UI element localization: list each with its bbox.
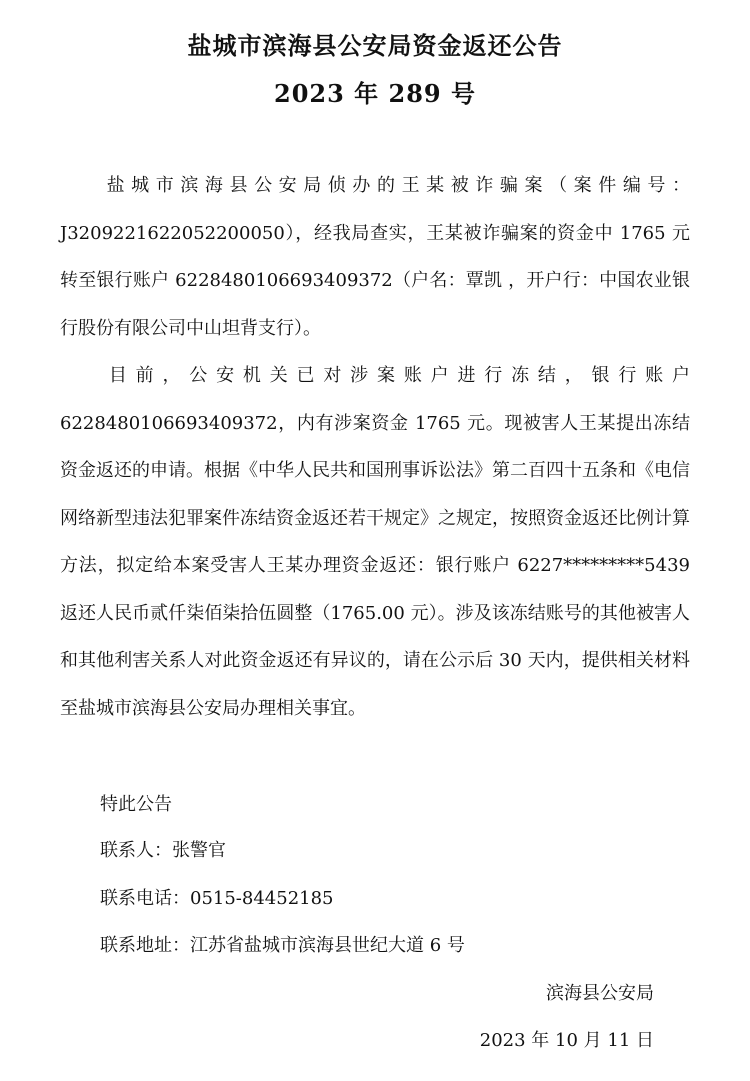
document-number: 2023 年 289 号 xyxy=(274,79,476,108)
paragraph-text: 目前，公安机关已对涉案账户进行冻结，银行账户 6228480106693409372，内有涉案资金 1765 元。现被害人王某提出冻结资金返还的申请。根据《中华人民共和国刑事诉讼法》第二百四十五条和《电信网络新型违法犯罪案件冻结资金返还若干规定》之规定，按照资金返还比例计算方法，拟定给本案受害人王某办理资金返还：银行账户 6227*********5439 返还人民币贰仟柒佰柒拾伍圆整（1765.00 元）。涉及该冻结账号的其他被害人和其他利害关系人对此资金返还有异议的，请在公示后 30 天内，提供相关材料至盐城市滨海县公安局办理相关事宜。 xyxy=(60,365,690,719)
contact-phone: 联系电话：0515-84452185 xyxy=(100,888,334,909)
paragraph-text: 盐城市滨海县公安局侦办的王某被诈骗案（案件编号：J3209221622052200050），经我局查实，王某被诈骗案的资金中 1765 元转至银行账户 6228480106693409372（户名：覃凯 ，开户行：中国农业银行股份有限公司中山坦背支行）。 xyxy=(60,175,690,339)
signature-date: 2023 年 10 月 11 日 xyxy=(479,1030,654,1051)
document-title: 盐城市滨海县公安局资金返还公告 xyxy=(187,31,563,60)
paragraph-refund-decision xyxy=(60,352,690,732)
contact-address: 联系地址：江苏省盐城市滨海县世纪大道 6 号 xyxy=(100,935,465,956)
contact-person: 联系人：张警官 xyxy=(100,840,226,861)
paragraph-case-details xyxy=(60,162,690,352)
announcement-closing: 特此公告 xyxy=(100,794,172,815)
signature-organization: 滨海县公安局 xyxy=(546,983,654,1004)
